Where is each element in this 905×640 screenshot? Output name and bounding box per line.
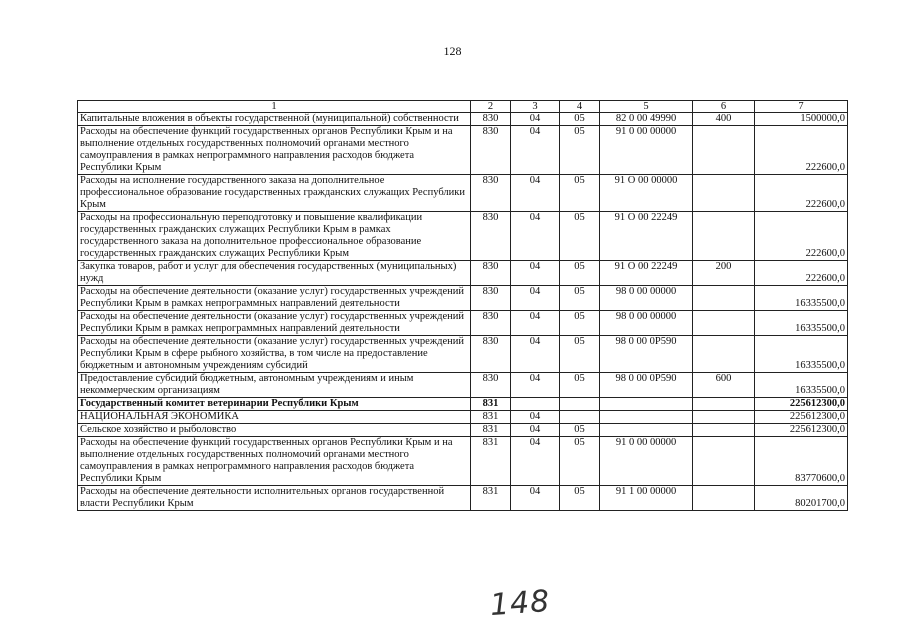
cell-subsection	[560, 411, 600, 424]
cell-section: 04	[511, 286, 560, 311]
column-header: 4	[560, 101, 600, 113]
cell-amount: 83770600,0	[755, 437, 848, 486]
cell-section	[511, 398, 560, 411]
cell-section: 04	[511, 175, 560, 212]
cell-amount: 80201700,0	[755, 486, 848, 511]
row-name: Закупка товаров, работ и услуг для обеспечения государственных (муниципальных) нужд	[78, 261, 471, 286]
table-row	[78, 286, 848, 311]
table-row	[78, 486, 848, 511]
table-row	[78, 261, 848, 286]
cell-subsection	[560, 398, 600, 411]
cell-amount: 225612300,0	[755, 411, 848, 424]
cell-target-article: 91 О 00 00000	[600, 175, 693, 212]
cell-expense-type	[693, 398, 755, 411]
table-row	[78, 311, 848, 336]
cell-expense-type: 600	[693, 373, 755, 398]
cell-section: 04	[511, 424, 560, 437]
cell-amount: 222600,0	[755, 175, 848, 212]
cell-amount: 16335500,0	[755, 311, 848, 336]
row-name: Расходы на обеспечение деятельности (оказание услуг) государственных учреждений Республики Крым в сфере рыбного хозяйства, в том числе на предоставление бюджетным и автономным учреждениям субсидий	[78, 336, 471, 373]
cell-section: 04	[511, 311, 560, 336]
row-name: Государственный комитет ветеринарии Республики Крым	[78, 398, 471, 411]
page-number: 128	[443, 44, 462, 58]
row-name: Расходы на обеспечение деятельности (оказание услуг) государственных учреждений Республики Крым в рамках непрограммных направлений деятельности	[78, 311, 471, 336]
table-row	[78, 175, 848, 212]
cell-admin-code: 831	[471, 411, 511, 424]
row-name: Расходы на обеспечение функций государственных органов Республики Крым и на выполнение отдельных государственных полномочий органами местного самоуправления в рамках непрограммного направления расходов бюджета Республики Крым	[78, 437, 471, 486]
cell-subsection: 05	[560, 212, 600, 261]
table-row	[78, 212, 848, 261]
column-header: 3	[511, 101, 560, 113]
cell-admin-code: 830	[471, 373, 511, 398]
table-row	[78, 113, 848, 126]
cell-target-article: 91 0 00 00000	[600, 126, 693, 175]
row-name: Предоставление субсидий бюджетным, автономным учреждениям и иным некоммерческим организациям	[78, 373, 471, 398]
cell-expense-type	[693, 286, 755, 311]
cell-section: 04	[511, 486, 560, 511]
cell-admin-code: 830	[471, 261, 511, 286]
cell-section: 04	[511, 212, 560, 261]
cell-expense-type	[693, 311, 755, 336]
cell-expense-type	[693, 424, 755, 437]
cell-admin-code: 831	[471, 437, 511, 486]
cell-section: 04	[511, 373, 560, 398]
cell-amount: 225612300,0	[755, 398, 848, 411]
cell-section: 04	[511, 336, 560, 373]
cell-amount: 225612300,0	[755, 424, 848, 437]
cell-subsection: 05	[560, 175, 600, 212]
cell-target-article	[600, 424, 693, 437]
row-name: Расходы на обеспечение функций государственных органов Республики Крым и на выполнение отдельных государственных полномочий органами местного самоуправления в рамках непрограммного направления расходов бюджета Республики Крым	[78, 126, 471, 175]
cell-admin-code: 831	[471, 398, 511, 411]
row-name: Расходы на обеспечение деятельности исполнительных органов государственной власти Республики Крым	[78, 486, 471, 511]
cell-section: 04	[511, 411, 560, 424]
cell-admin-code: 831	[471, 424, 511, 437]
row-name: Расходы на профессиональную переподготовку и повышение квалификации государственных гражданских служащих Республики Крым в рамках государственного заказа на дополнительное профессиональное образование государственных гражданских служащих Республики Крым	[78, 212, 471, 261]
cell-target-article: 91 О 00 22249	[600, 212, 693, 261]
cell-subsection: 05	[560, 286, 600, 311]
row-name: Капитальные вложения в объекты государственной (муниципальной) собственности	[78, 113, 471, 126]
cell-expense-type: 200	[693, 261, 755, 286]
cell-admin-code: 831	[471, 486, 511, 511]
cell-expense-type	[693, 126, 755, 175]
cell-target-article: 98 0 00 00000	[600, 286, 693, 311]
column-header: 1	[78, 101, 471, 113]
table-row	[78, 411, 848, 424]
cell-expense-type	[693, 437, 755, 486]
cell-amount: 222600,0	[755, 126, 848, 175]
table-row	[78, 126, 848, 175]
row-name: Расходы на обеспечение деятельности (оказание услуг) государственных учреждений Республики Крым в рамках непрограммных направлений деятельности	[78, 286, 471, 311]
cell-amount: 1500000,0	[755, 113, 848, 126]
cell-expense-type	[693, 175, 755, 212]
cell-expense-type	[693, 411, 755, 424]
cell-admin-code: 830	[471, 126, 511, 175]
cell-admin-code: 830	[471, 311, 511, 336]
cell-subsection: 05	[560, 424, 600, 437]
cell-target-article: 98 0 00 0Р590	[600, 373, 693, 398]
row-name: Расходы на исполнение государственного заказа на дополнительное профессиональное образование государственных гражданских служащих Республики Крым	[78, 175, 471, 212]
cell-subsection: 05	[560, 486, 600, 511]
cell-target-article: 91 О 00 22249	[600, 261, 693, 286]
column-header: 6	[693, 101, 755, 113]
cell-expense-type	[693, 336, 755, 373]
cell-admin-code: 830	[471, 113, 511, 126]
cell-target-article: 91 0 00 00000	[600, 437, 693, 486]
cell-amount: 222600,0	[755, 261, 848, 286]
table-row	[78, 437, 848, 486]
table-row	[78, 424, 848, 437]
cell-subsection: 05	[560, 261, 600, 286]
cell-admin-code: 830	[471, 336, 511, 373]
column-header: 7	[755, 101, 848, 113]
cell-section: 04	[511, 261, 560, 286]
cell-expense-type: 400	[693, 113, 755, 126]
cell-target-article: 82 0 00 49990	[600, 113, 693, 126]
cell-section: 04	[511, 437, 560, 486]
cell-amount: 16335500,0	[755, 336, 848, 373]
column-header: 5	[600, 101, 693, 113]
cell-amount: 16335500,0	[755, 286, 848, 311]
cell-subsection: 05	[560, 311, 600, 336]
cell-target-article	[600, 411, 693, 424]
cell-section: 04	[511, 126, 560, 175]
cell-admin-code: 830	[471, 286, 511, 311]
row-name: НАЦИОНАЛЬНАЯ ЭКОНОМИКА	[78, 411, 471, 424]
cell-subsection: 05	[560, 336, 600, 373]
cell-section: 04	[511, 113, 560, 126]
cell-subsection: 05	[560, 113, 600, 126]
table-row	[78, 373, 848, 398]
cell-admin-code: 830	[471, 212, 511, 261]
cell-target-article	[600, 398, 693, 411]
cell-target-article: 98 0 00 00000	[600, 311, 693, 336]
cell-expense-type	[693, 486, 755, 511]
table-row	[78, 398, 848, 411]
cell-target-article: 98 0 00 0Р590	[600, 336, 693, 373]
cell-admin-code: 830	[471, 175, 511, 212]
handwritten-page-number: 148	[488, 583, 552, 624]
table-row	[78, 336, 848, 373]
column-header: 2	[471, 101, 511, 113]
cell-expense-type	[693, 212, 755, 261]
cell-amount: 222600,0	[755, 212, 848, 261]
cell-target-article: 91 1 00 00000	[600, 486, 693, 511]
cell-subsection: 05	[560, 373, 600, 398]
table-header-row	[78, 101, 848, 113]
budget-table	[77, 100, 848, 511]
row-name: Сельское хозяйство и рыболовство	[78, 424, 471, 437]
cell-amount: 16335500,0	[755, 373, 848, 398]
cell-subsection: 05	[560, 437, 600, 486]
cell-subsection: 05	[560, 126, 600, 175]
